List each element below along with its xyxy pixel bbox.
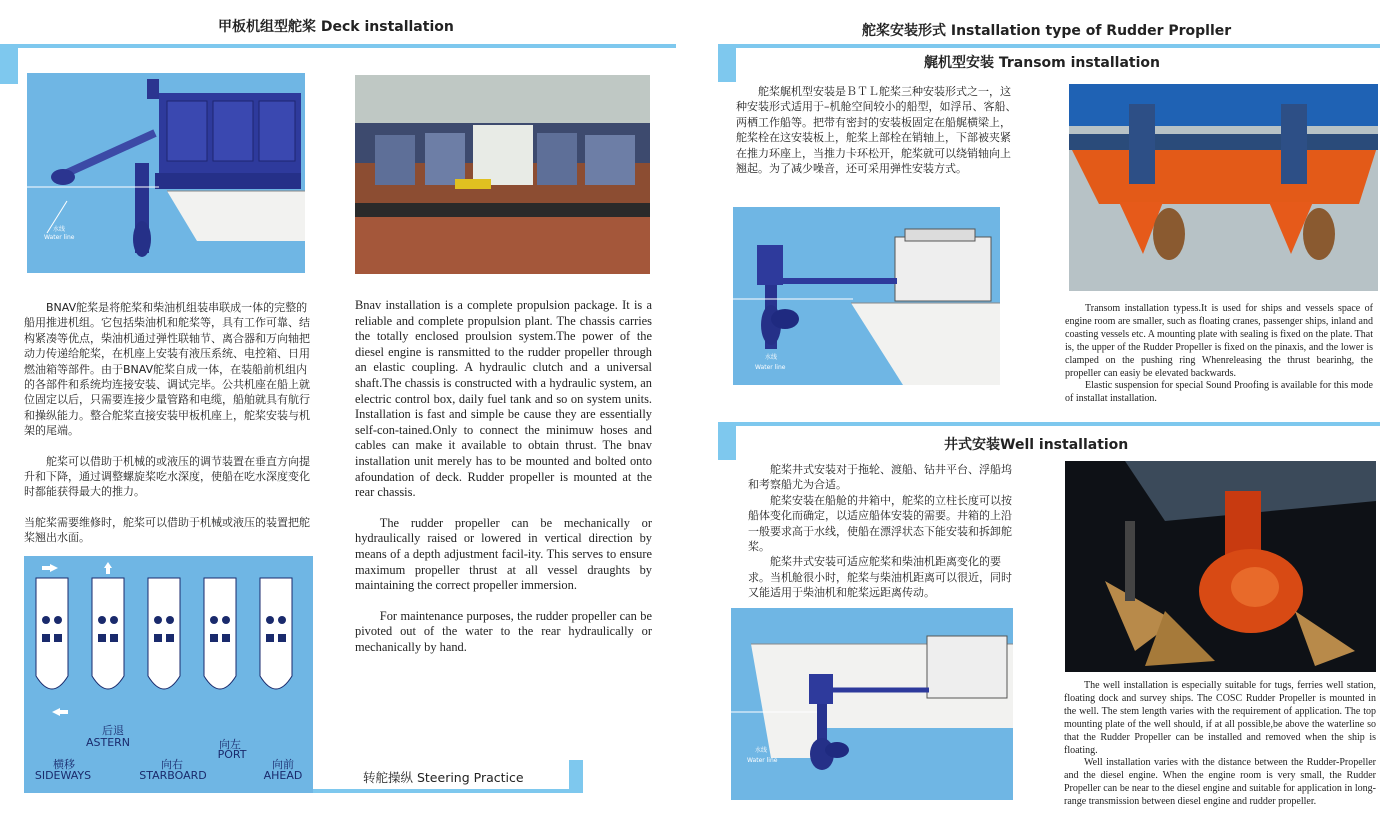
deck-intro-en-p2: The rudder propeller can be mechanically or hydraulically raised or lowered in vertical direction by means of a depth adjustment facil-ity. This serves to ensure maximum propeller thrust at all vessel draughts by maintaining the correct propeller immersion. — [355, 515, 652, 593]
well-diagram — [731, 608, 1013, 800]
steering-caption-tab — [569, 760, 583, 793]
well-tab — [718, 422, 736, 460]
well-title: 井式安装Well installation — [944, 437, 1129, 453]
starboard-zh-label: 向右 — [161, 758, 183, 771]
well-zh-p2: 舵桨安装在船舱的井箱中，舵桨的立柱长度可以按船体变化而确定，以适应船体安装的需要。井箱的上沿一般要求高于水线，使船在漂浮状态下能安装和拆卸舵桨。 — [748, 493, 1012, 554]
transom-en-p1: Transom installation typess.It is used for ships and vessels space of engine room are smaller, such as floating cranes, passenger ships, inland and coasting vessels etc. A mounting plate with sealing is fixed on the plate. That is, the upper of the Rudder Propeller is fixed on the pinaxis, and the lower is clamped on the pushing ring Whenreleasing the thrust bearinhg, the propeller can easiy be elevated backwards. — [1065, 303, 1373, 379]
transom-waterline-en: Water line — [755, 364, 786, 371]
transom-tab — [718, 44, 736, 82]
sideways-zh-label: 横移 — [53, 758, 75, 771]
starboard-en-label: STARBOARD — [139, 769, 207, 782]
well-waterline-en: Water line — [747, 757, 778, 764]
well-en-p1: The well installation is especially suitable for tugs, ferries well station, floating dock and survey ships. The COSC Rudder Propeller is mounted in the well. The stem length varies with the requirement of application. The top mounting plate of the well should, if at all possible,be above the waterline so that the Rudder Propeller can be installed and removed when the ship is floating. — [1064, 680, 1376, 756]
transom-zh — [736, 84, 1018, 176]
well-waterline-zh: 水线 — [755, 747, 768, 754]
transom-title: 艉机型安装 Transom installation — [924, 55, 1160, 71]
deck-intro-en — [355, 298, 652, 655]
deck-intro-en-p1: Bnav installation is a complete propulsion package. It is a reliable and complete propulsion plant. The chassis carries the totally enclosed proulsion system.The power of the diesel engine is ransmitted to the rudder propeller through an elastic coupling. A hydraulic clutch and a universal shaft.The chassis is constructed with a hydraulic system, an electric control box, daily fuel tank and so on system units. Installation is fast and simple be cause they are essentially self-con-tained.Only to connect the minimuw hoses and cables can make it available to obtain thrust. The bnav installation unit merely has to be mounted and bolted onto afoundation of deck. Rudder propeller is mounted at the rear chassis. — [355, 298, 652, 500]
title-tab — [0, 44, 18, 84]
well-en-p2: Well installation varies with the distance between the Rudder-Propeller and the diesel engine. When the engine room is very small, the Rudder Propeller can be near to the diesel engine and suitable for application in long-range transmission between diesel engine and rudder propeller. — [1064, 757, 1376, 808]
transom-waterline-zh: 水线 — [765, 354, 778, 361]
waterline-en-label: Water line — [44, 234, 75, 241]
waterline-zh-label: 水线 — [53, 226, 66, 233]
transom-en-p2: Elastic suspension for special Sound Proofing is available for this mode of installat installation. — [1065, 380, 1373, 405]
deck-intro-en-p3: For maintenance purposes, the rudder propeller can be pivoted out of the water to the rear hydraulically or mechanically by hand. — [355, 608, 652, 654]
port-en-label: PORT — [217, 748, 247, 761]
steering-caption: 转舵操纵 Steering Practice — [363, 770, 524, 785]
installation-type-title: 舵桨安装形式 Installation type of Rudder Propller — [862, 23, 1232, 39]
well-zh-p1: 舵桨井式安装对于拖轮、渡船、钻井平台、浮船坞和考察船尤为合适。 — [748, 463, 1012, 492]
deck-intro-zh — [24, 300, 316, 546]
barge-photo — [355, 75, 650, 274]
transom-photo — [1069, 84, 1378, 291]
well-zh-p3: 舵桨井式安装可适应舵桨和柴油机距离变化的要求。当机舱很小时，舵桨与柴油机距离可以很近，同时又能适用于柴油机和舵桨远距离传动。 — [748, 555, 1012, 600]
transom-zh-text: 舵桨艉机型安装是ＢＴＬ舵桨三种安装形式之一，这种安装形式适用于–机舱空间较小的船型，如浮吊、客船、两栖工作船等。把带有密封的安装板固定在船艉横梁上，舵桨栓在这安装板上，舵桨上部栓在销轴上，下部被夹紧在推力环座上，当推力卡环松开，舵桨就可以绕销轴向上翘起。为了减少噪音，还可采用弹性安装方式。 — [736, 85, 1017, 176]
transom-diagram — [733, 207, 1000, 385]
well-zh — [748, 462, 1014, 601]
sideways-en-label: SIDEWAYS — [34, 769, 92, 782]
well-rule — [718, 422, 1380, 426]
steering-practice-diagram — [24, 556, 313, 793]
steering-caption-rule — [313, 789, 583, 793]
installation-type-rule — [718, 44, 1380, 48]
well-en — [1064, 680, 1376, 809]
title-rule — [0, 44, 676, 48]
deck-installation-title: 甲板机组型舵桨 Deck installation — [218, 19, 454, 35]
deck-intro-zh-p2: 舵桨可以借助于机械的或液压的调节装置在垂直方向提升和下降，通过调整螺旋桨吃水深度，使船在吃水深度变化时都能获得最大的推力。 — [24, 454, 310, 499]
deck-installation-diagram — [27, 73, 305, 273]
transom-en — [1065, 303, 1373, 406]
port-zh-label: 向左 — [219, 738, 241, 751]
deck-intro-zh-p3: 当舵桨需要维修时，舵桨可以借助于机械或液压的装置把舵桨翘出水面。 — [24, 515, 310, 545]
deck-intro-zh-p1: BNAV舵桨是将舵桨和柴油机组装串联成一体的完整的船用推进机组。它包括柴油机和舵桨等，具有工作可靠、结构紧凑等优点，柴油机通过弹性联轴节、离合器和万向轴把动力传递给舵桨，在机座上安装有液压系统、电控箱、日用燃油箱等部件。由于BNAV舵桨自成一体，在装船前机组内的各部件和系统均连接安装、调试完毕。公共机座在船上就位固定以后，只需要连接少量管路和电缆，船舶就具有航行和操纵能力。整合舵桨直接安装甲板机座上，舵桨安装与机架的尾端。 — [24, 301, 310, 438]
ahead-zh-label: 向前 — [272, 758, 294, 771]
astern-en-label: ASTERN — [85, 736, 131, 749]
astern-zh-label: 后退 — [102, 724, 124, 737]
well-photo — [1065, 461, 1376, 672]
ahead-en-label: AHEAD — [263, 769, 303, 782]
